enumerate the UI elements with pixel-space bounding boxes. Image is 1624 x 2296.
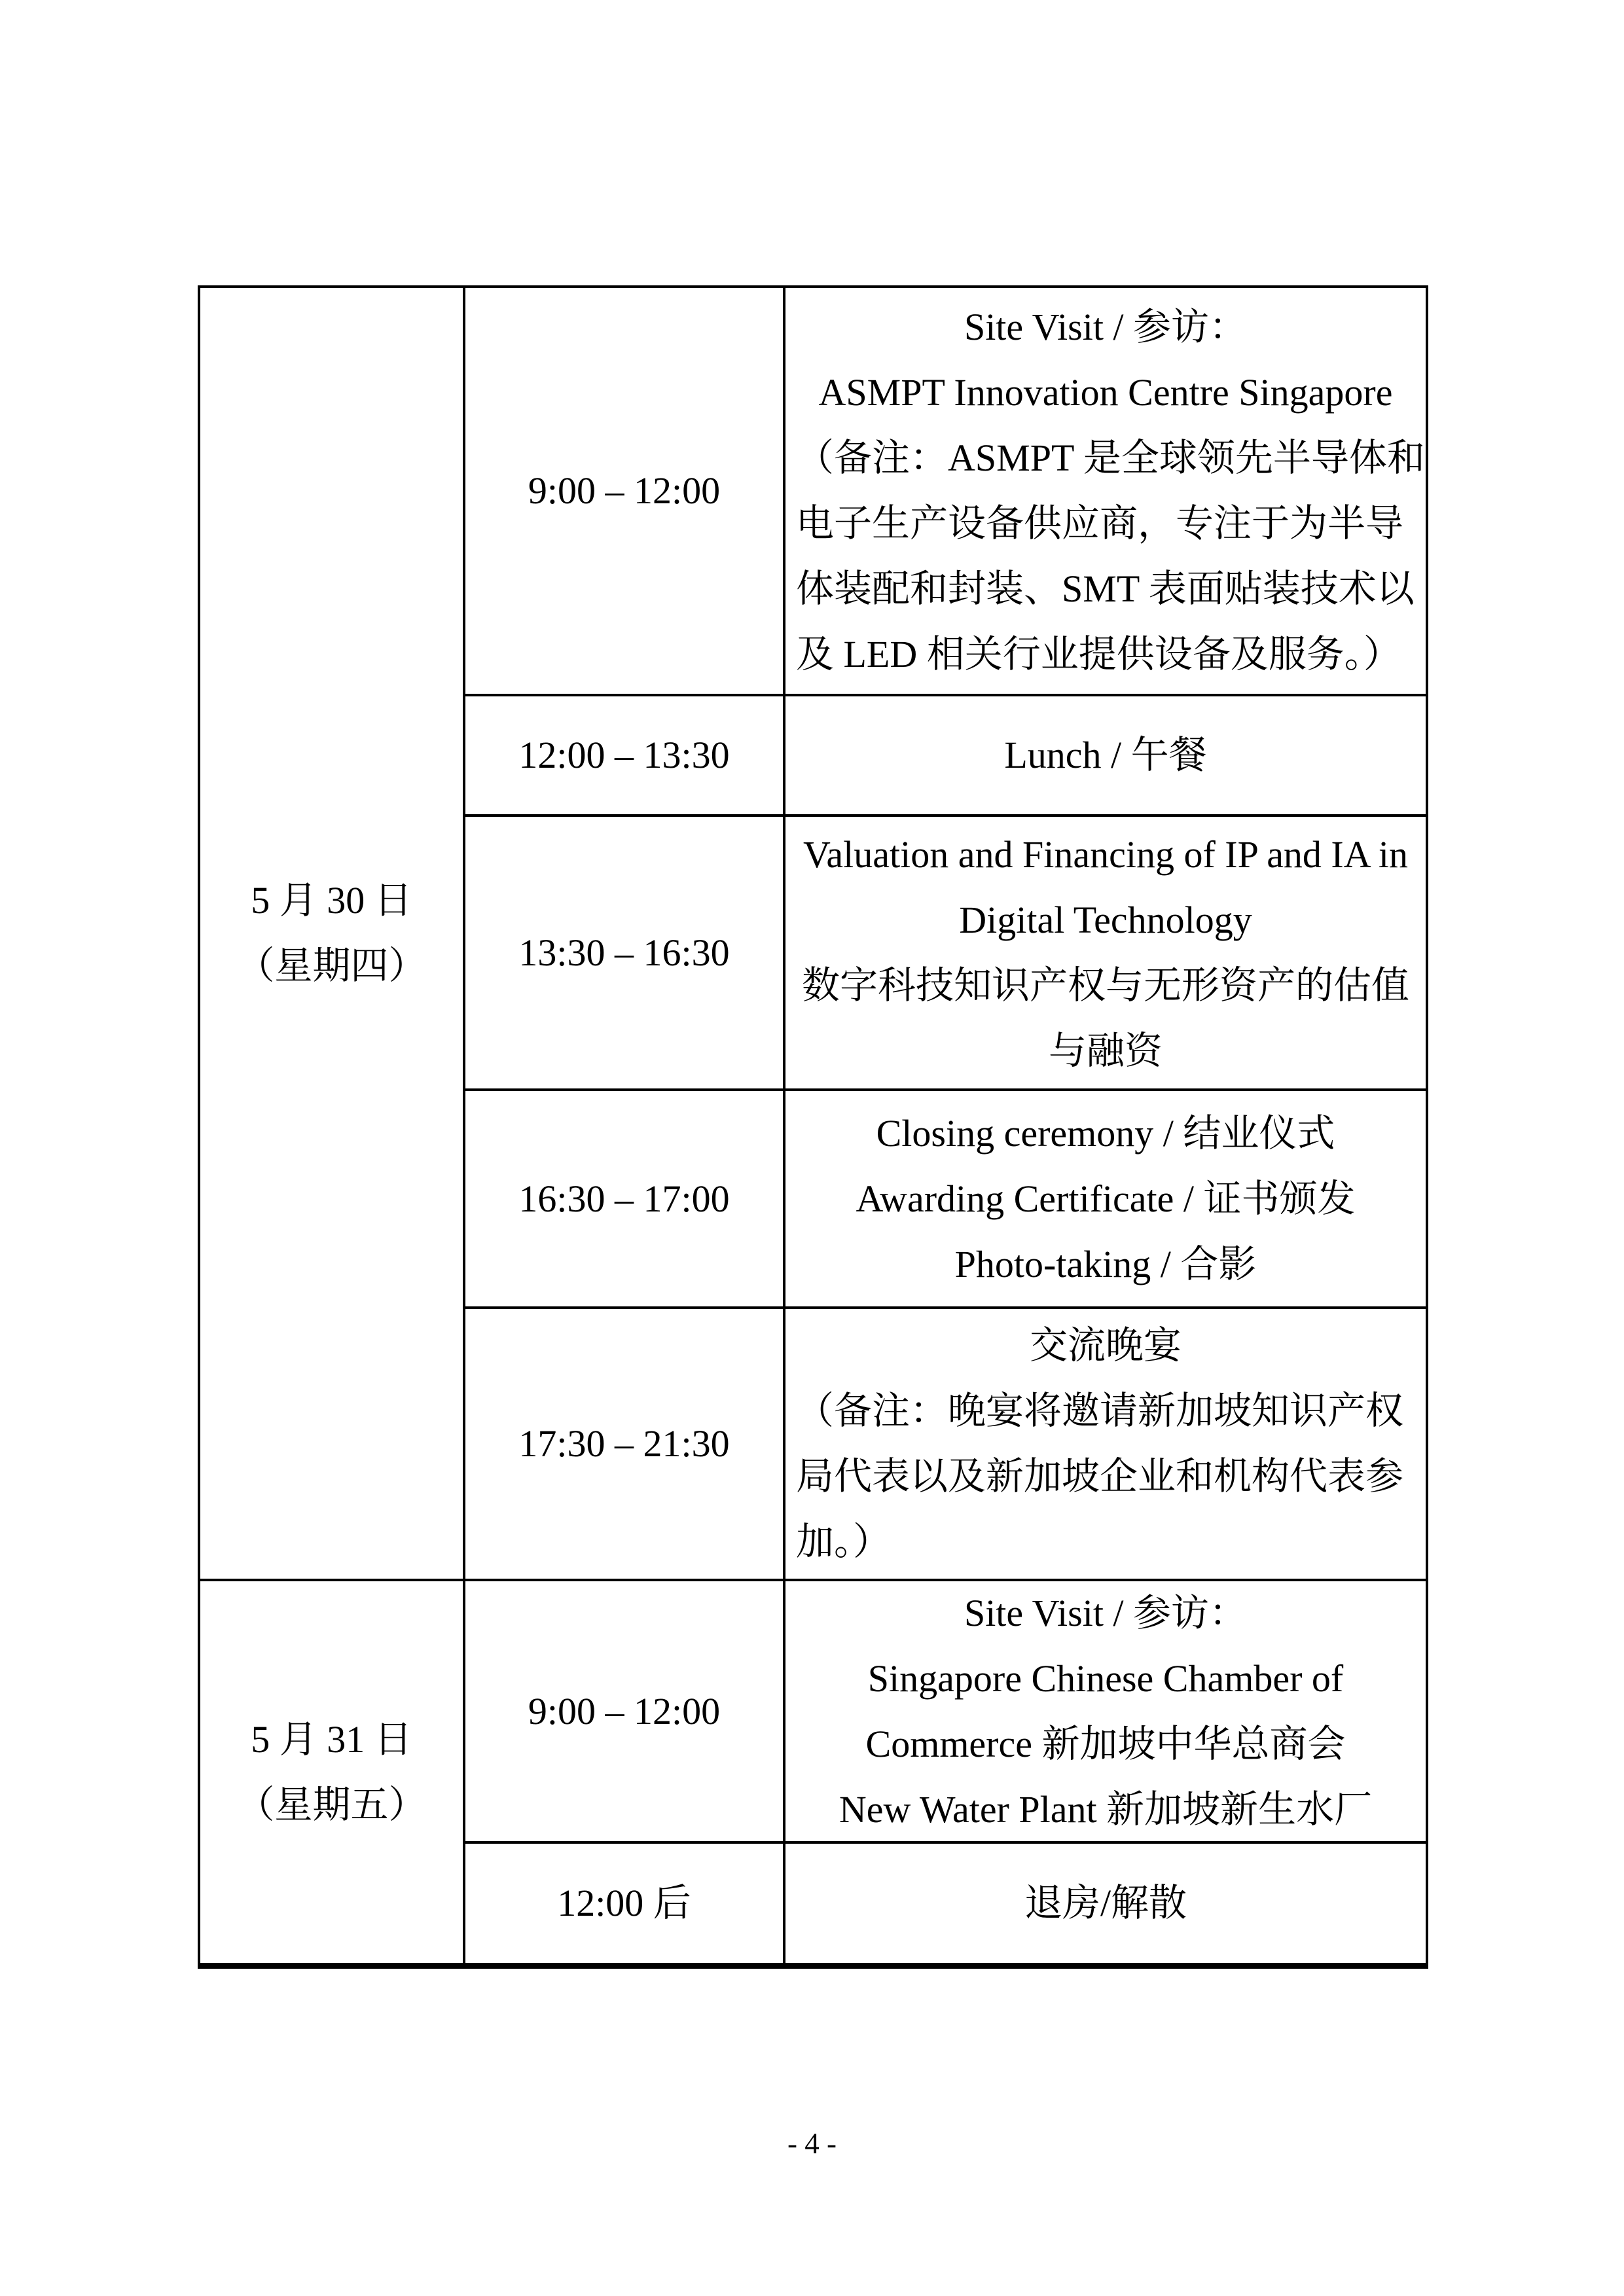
activity-cell	[785, 1844, 1426, 1963]
page-number: - 4 -	[787, 2127, 837, 2160]
activity-line: 与融资	[1048, 1029, 1163, 1072]
time-cell: 13:30 – 16:30	[465, 817, 785, 1091]
activity-cell	[785, 1309, 1426, 1581]
activity-line: （备注：ASMPT 是全球领先半导体和	[796, 437, 1425, 479]
activity-line: Digital Technology	[959, 898, 1252, 941]
date-text: 5 月 31 日	[251, 1717, 412, 1761]
activity-line: Commerce 新加坡中华总商会	[865, 1722, 1346, 1765]
activity-line: Site Visit / 参访：	[964, 1591, 1248, 1634]
time-cell: 12:00 后	[465, 1844, 785, 1963]
activity-cell	[785, 696, 1426, 817]
activity-line: 电子生产设备供应商，专注于为半导	[796, 502, 1404, 545]
activity-line: Singapore Chinese Chamber of	[867, 1657, 1344, 1700]
activity-line: ASMPT Innovation Centre Singapore	[818, 371, 1393, 414]
activity-cell	[785, 817, 1426, 1091]
activity-line: 数字科技知识产权与无形资产的估值	[801, 963, 1409, 1007]
activity-line: 退房/解散	[1024, 1882, 1187, 1924]
activity-line: Photo-taking / 合影	[954, 1242, 1257, 1285]
date-cell-may31	[200, 1581, 465, 1963]
schedule-table	[198, 285, 1428, 1969]
time-cell: 9:00 – 12:00	[465, 288, 785, 696]
activity-line: Lunch / 午餐	[1004, 734, 1207, 776]
activity-line: 交流晚宴	[1029, 1324, 1182, 1367]
activity-line: New Water Plant 新加坡新生水厂	[839, 1787, 1373, 1831]
activity-line: Awarding Certificate / 证书颁发	[856, 1177, 1356, 1220]
time-cell: 12:00 – 13:30	[465, 696, 785, 817]
activity-line: Site Visit / 参访：	[964, 306, 1248, 348]
activity-cell	[785, 1091, 1426, 1309]
date-weekday-text: （星期五）	[236, 1783, 427, 1826]
activity-line: （备注：晚宴将邀请新加坡知识产权	[796, 1390, 1404, 1432]
activity-line: 体装配和封装、SMT 表面贴装技术以	[796, 567, 1415, 610]
activity-line: 加。）	[796, 1520, 892, 1563]
activity-line: Closing ceremony / 结业仪式	[876, 1111, 1335, 1155]
time-cell: 9:00 – 12:00	[465, 1581, 785, 1844]
activity-cell	[785, 1581, 1426, 1844]
date-text: 5 月 30 日	[251, 879, 412, 922]
activity-line: Valuation and Financing of IP and IA in	[803, 833, 1409, 876]
time-cell: 17:30 – 21:30	[465, 1309, 785, 1581]
date-weekday-text: （星期四）	[236, 944, 427, 987]
activity-line: 及 LED 相关行业提供设备及服务。）	[796, 633, 1401, 675]
activity-cell	[785, 288, 1426, 696]
activity-line: 局代表以及新加坡企业和机构代表参	[796, 1455, 1404, 1498]
date-cell-may30	[200, 288, 465, 1581]
time-cell: 16:30 – 17:00	[465, 1091, 785, 1309]
